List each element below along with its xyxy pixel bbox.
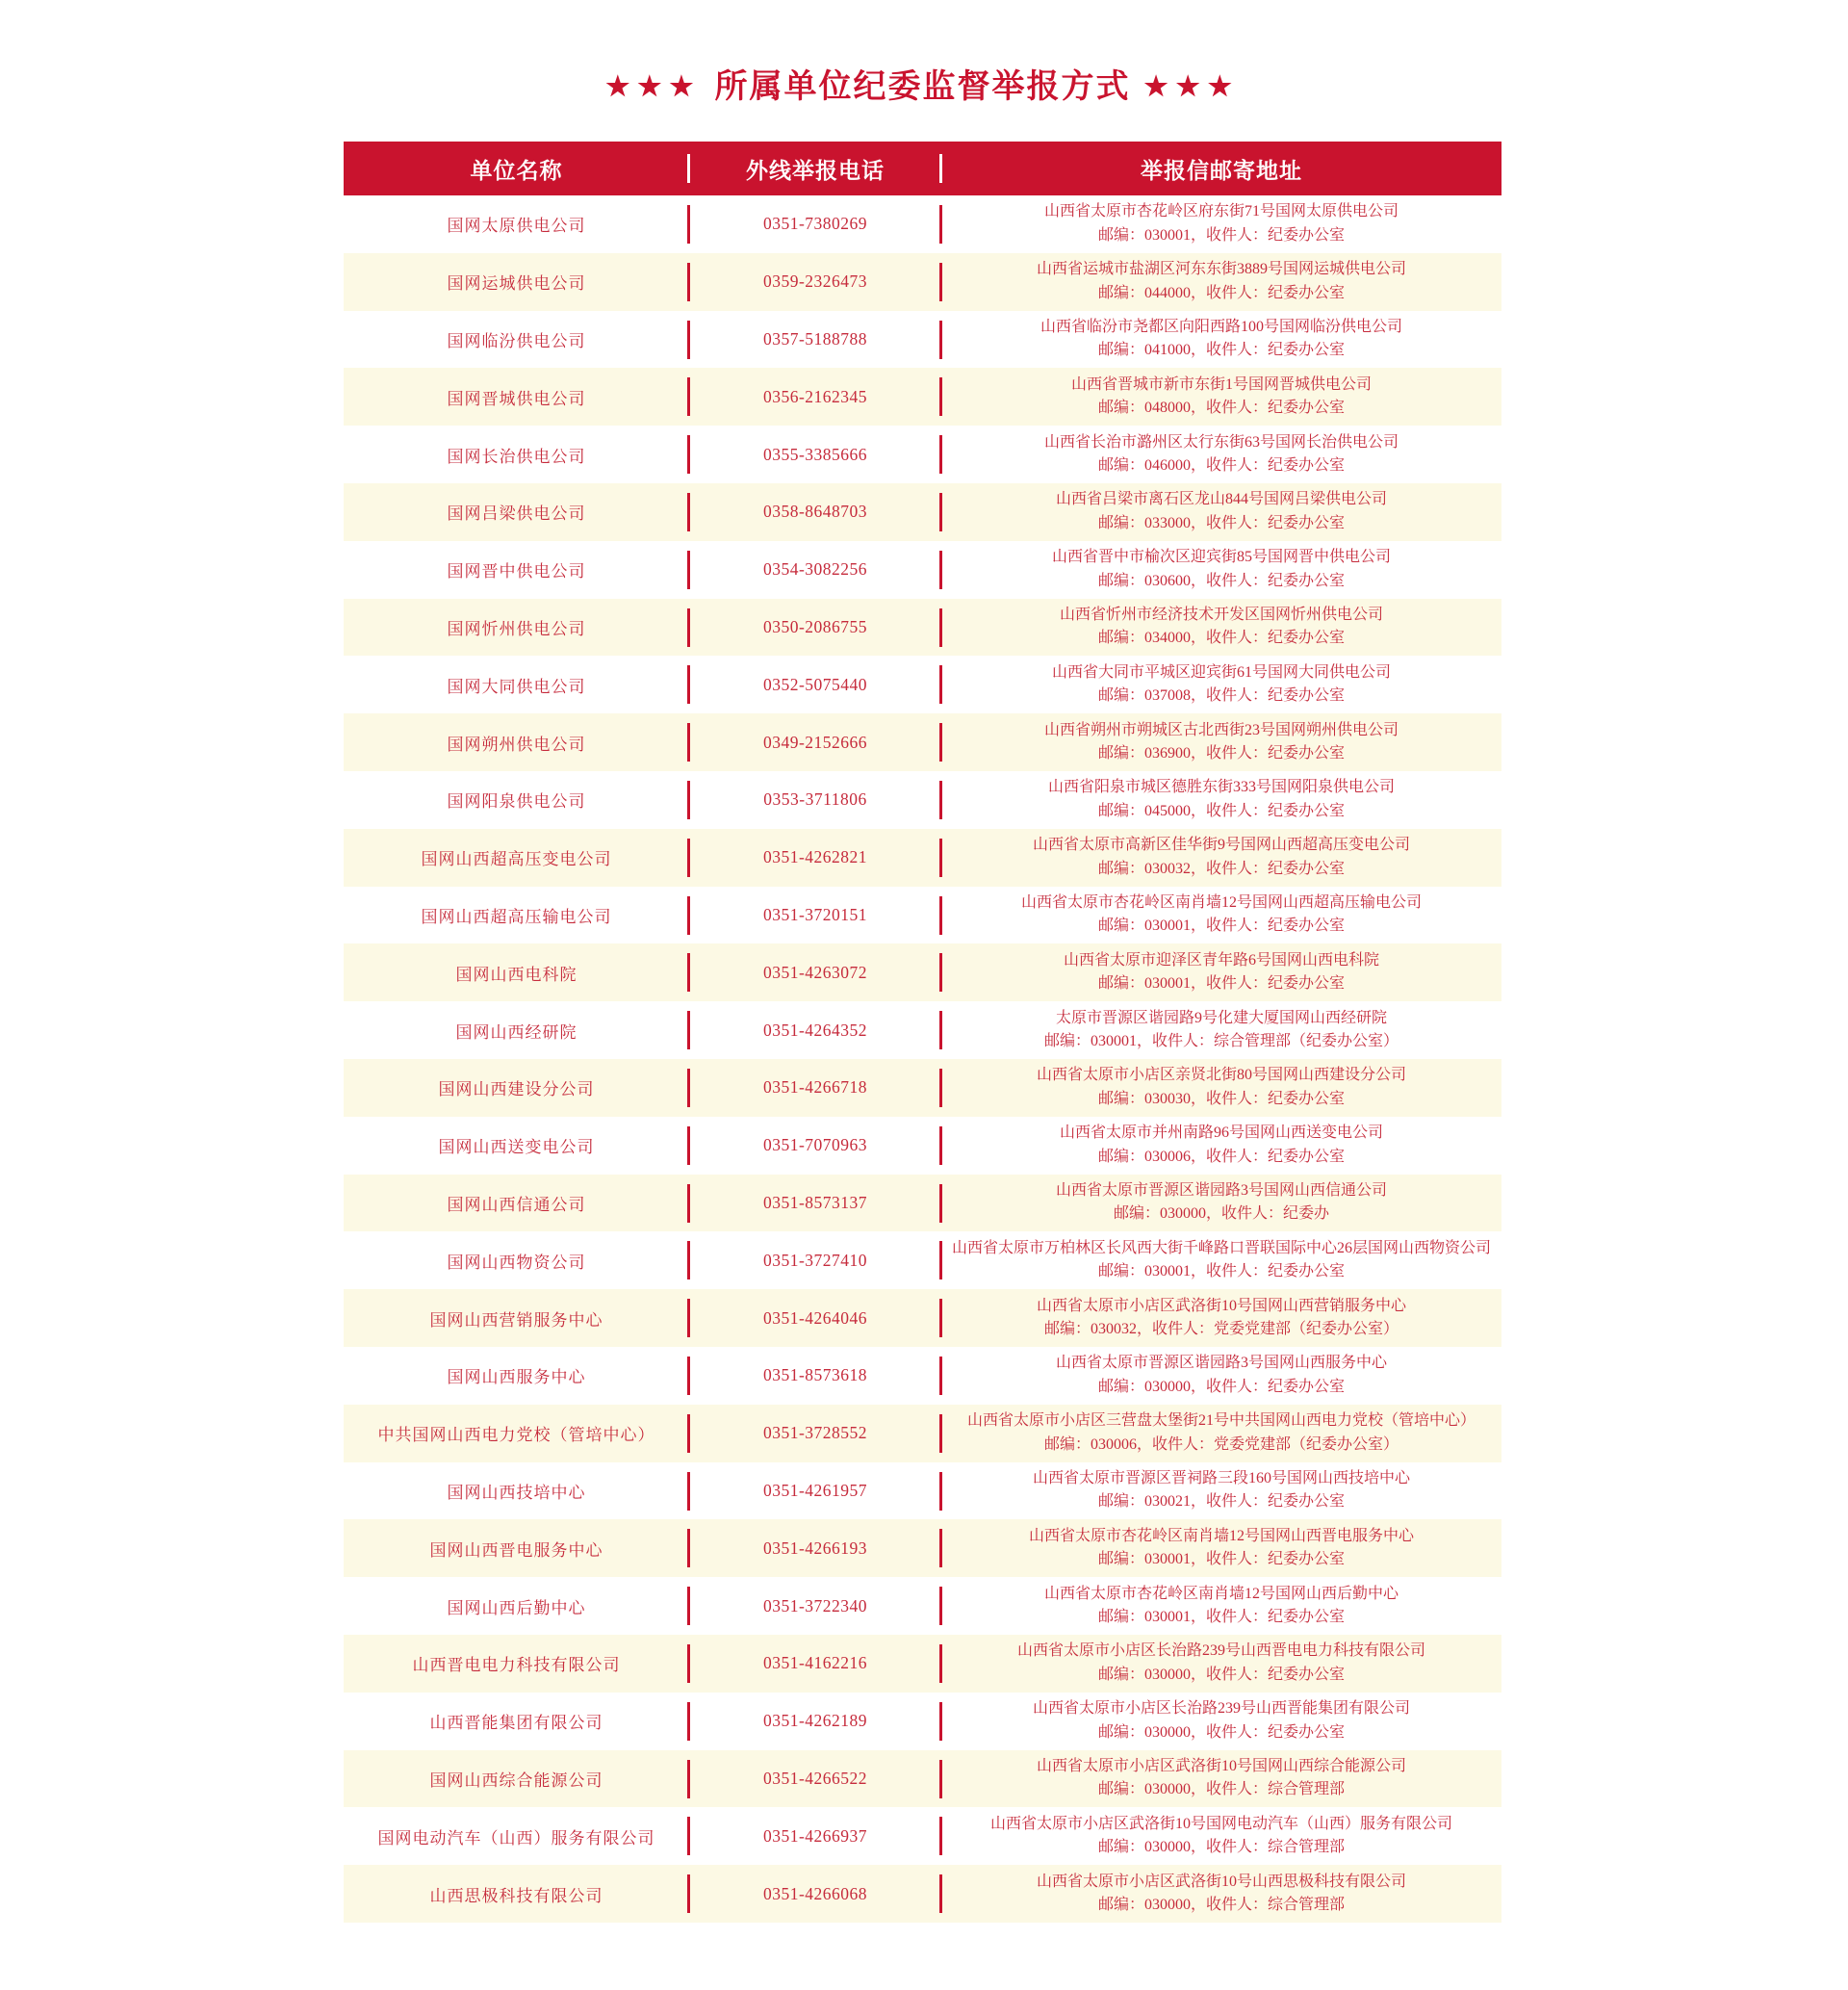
unit-name-cell: 国网山西送变电公司 xyxy=(438,1138,595,1157)
phone-cell: 0351-4266937 xyxy=(762,1825,868,1846)
unit-name-cell: 中共国网山西电力党校（管培中心） xyxy=(377,1426,655,1445)
address-line-2: 邮编：030000，收件人：纪委办公室 xyxy=(1097,1666,1345,1683)
phone-cell: 0350-2086755 xyxy=(762,616,868,636)
column-divider xyxy=(939,896,942,935)
column-divider xyxy=(687,263,690,301)
column-divider xyxy=(687,1529,690,1567)
column-divider xyxy=(687,1069,690,1107)
address-line-1: 山西省临汾市尧都区向阳西路100号国网临汾供电公司 xyxy=(1040,318,1402,335)
table-row xyxy=(344,1635,1502,1693)
column-divider xyxy=(939,205,942,244)
address-line-2: 邮编：030000，收件人：综合管理部 xyxy=(1097,1897,1345,1913)
unit-name-cell: 国网山西超高压变电公司 xyxy=(421,850,612,869)
phone-cell: 0351-4262821 xyxy=(762,847,868,867)
column-divider xyxy=(939,1069,942,1107)
unit-name-cell: 国网运城供电公司 xyxy=(447,274,586,294)
address-cell xyxy=(941,1007,1502,1054)
column-divider xyxy=(687,1011,690,1049)
column-divider xyxy=(939,781,942,819)
column-divider xyxy=(687,1357,690,1395)
unit-name-cell: 国网晋城供电公司 xyxy=(447,389,586,408)
phone-cell: 0351-4266718 xyxy=(762,1077,868,1098)
address-line-1: 山西省吕梁市离石区龙山844号国网吕梁供电公司 xyxy=(1055,491,1387,508)
phone-cell: 0355-3385666 xyxy=(762,444,868,464)
phone-cell: 0351-8573137 xyxy=(762,1192,868,1212)
table-header-row xyxy=(344,142,1502,195)
address-cell xyxy=(941,1871,1502,1918)
address-line-2: 邮编：033000，收件人：纪委办公室 xyxy=(1097,514,1345,531)
address-line-2: 邮编：030001，收件人：纪委办公室 xyxy=(1097,1609,1345,1626)
phone-cell: 0349-2152666 xyxy=(762,732,868,752)
column-divider xyxy=(687,1644,690,1683)
phone-cell: 0351-4266068 xyxy=(762,1883,868,1903)
column-divider xyxy=(687,896,690,935)
column-divider xyxy=(687,665,690,704)
address-line-2: 邮编：041000，收件人：纪委办公室 xyxy=(1097,342,1345,359)
column-divider xyxy=(939,839,942,877)
column-divider xyxy=(687,377,690,416)
table-row xyxy=(344,1001,1502,1059)
unit-name-cell: 国网阳泉供电公司 xyxy=(447,792,586,812)
address-cell xyxy=(941,1122,1502,1169)
address-line-1: 山西省太原市小店区武洛街10号国网山西综合能源公司 xyxy=(1036,1757,1406,1774)
table-row xyxy=(344,887,1502,944)
unit-name-cell: 山西晋电电力科技有限公司 xyxy=(412,1656,621,1675)
address-cell xyxy=(941,1813,1502,1860)
address-line-1: 山西省长治市潞州区太行东街63号国网长治供电公司 xyxy=(1043,433,1399,451)
column-divider xyxy=(687,1587,690,1625)
address-line-1: 山西省太原市小店区亲贤北街80号国网山西建设分公司 xyxy=(1036,1067,1406,1084)
address-cell xyxy=(941,1409,1502,1457)
table-row xyxy=(344,541,1502,599)
phone-cell: 0351-4262189 xyxy=(762,1711,868,1731)
column-divider xyxy=(939,1299,942,1337)
address-line-1: 山西省阳泉市城区德胜东街333号国网阳泉供电公司 xyxy=(1047,779,1395,796)
unit-name-cell: 国网山西技培中心 xyxy=(447,1483,586,1502)
unit-name-cell: 国网山西后勤中心 xyxy=(447,1598,586,1617)
phone-cell: 0356-2162345 xyxy=(762,386,868,406)
address-line-2: 邮编：036900，收件人：纪委办公室 xyxy=(1097,745,1345,762)
column-divider xyxy=(939,1011,942,1049)
column-divider xyxy=(939,377,942,416)
table-body xyxy=(344,195,1502,1923)
column-divider xyxy=(939,1126,942,1165)
address-line-2: 邮编：030001，收件人：纪委办公室 xyxy=(1097,917,1345,935)
address-line-1: 山西省晋中市榆次区迎宾街85号国网晋中供电公司 xyxy=(1051,549,1391,566)
address-line-1: 山西省太原市小店区三营盘太堡街21号中共国网山西电力党校（管培中心） xyxy=(966,1412,1476,1430)
unit-name-cell: 国网山西电科院 xyxy=(455,965,578,984)
column-divider xyxy=(687,1760,690,1798)
column-divider xyxy=(939,723,942,762)
column-divider xyxy=(939,551,942,589)
stars-left-icon: ★★★ xyxy=(605,71,702,101)
address-line-2: 邮编：030001，收件人：综合管理部（纪委办公室） xyxy=(1043,1033,1399,1050)
phone-cell: 0354-3082256 xyxy=(762,559,868,580)
address-cell xyxy=(941,1697,1502,1744)
table-row xyxy=(344,426,1502,483)
table-row xyxy=(344,1865,1502,1923)
column-divider xyxy=(939,1702,942,1741)
address-line-2: 邮编：030030，收件人：纪委办公室 xyxy=(1097,1090,1345,1107)
column-divider xyxy=(687,1414,690,1453)
address-line-1: 太原市晋源区谐园路9号化建大厦国网山西经研院 xyxy=(1055,1009,1387,1026)
address-line-1: 山西省太原市杏花岭区南肖墙12号国网山西后勤中心 xyxy=(1043,1585,1399,1602)
table-row xyxy=(344,1059,1502,1117)
table-row xyxy=(344,253,1502,311)
address-cell xyxy=(941,1525,1502,1572)
table-row xyxy=(344,1289,1502,1347)
phone-cell: 0359-2326473 xyxy=(762,271,868,292)
address-line-2: 邮编：030000，收件人：纪委办公室 xyxy=(1097,1378,1345,1395)
column-divider xyxy=(939,1184,942,1223)
phone-cell: 0353-3711806 xyxy=(763,789,867,810)
address-line-1: 山西省太原市小店区武洛街10号国网山西营销服务中心 xyxy=(1036,1297,1406,1314)
table-row xyxy=(344,1577,1502,1635)
stars-right-icon: ★★★ xyxy=(1143,71,1240,101)
unit-name-cell: 国网大同供电公司 xyxy=(447,677,586,696)
phone-cell: 0351-3722340 xyxy=(762,1595,868,1615)
column-divider xyxy=(939,1529,942,1567)
address-cell xyxy=(941,1583,1502,1630)
column-divider xyxy=(939,1472,942,1511)
address-cell xyxy=(941,949,1502,996)
address-cell xyxy=(941,892,1502,939)
unit-name-cell: 国网山西营销服务中心 xyxy=(429,1310,603,1330)
address-cell xyxy=(941,834,1502,881)
address-line-2: 邮编：030000，收件人：纪委办公室 xyxy=(1097,1723,1345,1741)
address-line-1: 山西省太原市小店区长治路239号山西晋能集团有限公司 xyxy=(1032,1700,1410,1718)
table-row xyxy=(344,1750,1502,1808)
column-divider xyxy=(687,1126,690,1165)
table-row xyxy=(344,1347,1502,1405)
address-line-1: 山西省运城市盐湖区河东东街3889号国网运城供电公司 xyxy=(1036,261,1406,278)
unit-name-cell: 国网临汾供电公司 xyxy=(447,331,586,350)
address-cell xyxy=(941,1352,1502,1399)
table-row xyxy=(344,1519,1502,1577)
address-line-2: 邮编：030032，收件人：纪委办公室 xyxy=(1097,860,1345,877)
address-cell xyxy=(941,719,1502,766)
phone-cell: 0351-4266193 xyxy=(762,1538,868,1558)
column-divider xyxy=(687,839,690,877)
table-row xyxy=(344,713,1502,771)
column-divider xyxy=(939,1414,942,1453)
unit-name-cell: 国网山西晋电服务中心 xyxy=(429,1540,603,1560)
table-row xyxy=(344,1231,1502,1289)
unit-name-cell: 国网太原供电公司 xyxy=(447,217,586,236)
column-divider xyxy=(687,435,690,474)
address-cell xyxy=(941,1179,1502,1227)
column-divider xyxy=(687,1817,690,1855)
table-row xyxy=(344,1175,1502,1232)
address-line-1: 山西省太原市晋源区晋祠路三段160号国网山西技培中心 xyxy=(1032,1469,1410,1486)
table-row xyxy=(344,195,1502,253)
address-line-1: 山西省太原市杏花岭区南肖墙12号国网山西超高压输电公司 xyxy=(1020,893,1422,911)
address-cell xyxy=(941,258,1502,305)
unit-name-cell: 国网吕梁供电公司 xyxy=(447,504,586,524)
column-divider xyxy=(687,205,690,244)
column-divider xyxy=(687,154,690,183)
phone-cell: 0351-4266522 xyxy=(762,1768,868,1788)
address-cell xyxy=(941,604,1502,651)
address-line-2: 邮编：030001，收件人：纪委办公室 xyxy=(1097,1263,1345,1280)
table-row xyxy=(344,1462,1502,1520)
address-line-1: 山西省大同市平城区迎宾街61号国网大同供电公司 xyxy=(1051,663,1391,681)
address-cell xyxy=(941,374,1502,421)
address-cell xyxy=(941,1295,1502,1342)
table-row xyxy=(344,1117,1502,1175)
report-contact-table xyxy=(344,142,1502,1923)
column-divider xyxy=(939,953,942,992)
address-line-2: 邮编：030006，收件人：党委党建部（纪委办公室） xyxy=(1043,1435,1399,1453)
address-line-1: 山西省太原市高新区佳华街9号国网山西超高压变电公司 xyxy=(1032,837,1410,854)
phone-cell: 0352-5075440 xyxy=(762,674,868,694)
column-divider xyxy=(939,435,942,474)
table-row xyxy=(344,829,1502,887)
table-row xyxy=(344,599,1502,657)
address-line-2: 邮编：034000，收件人：纪委办公室 xyxy=(1097,630,1345,647)
table-row xyxy=(344,656,1502,713)
unit-name-cell: 山西晋能集团有限公司 xyxy=(429,1714,603,1733)
address-line-2: 邮编：048000，收件人：纪委办公室 xyxy=(1097,400,1345,417)
column-divider xyxy=(939,608,942,647)
column-divider xyxy=(687,1299,690,1337)
table-row xyxy=(344,483,1502,541)
column-divider xyxy=(687,493,690,531)
column-divider xyxy=(939,665,942,704)
column-divider xyxy=(687,1241,690,1279)
page-title-text: 所属单位纪委监督举报方式 xyxy=(714,68,1131,105)
column-divider xyxy=(939,1817,942,1855)
unit-name-cell: 国网山西服务中心 xyxy=(447,1368,586,1387)
header-cell-phone: 外线举报电话 xyxy=(746,157,885,183)
column-divider xyxy=(687,953,690,992)
column-divider xyxy=(687,321,690,359)
phone-cell: 0351-3728552 xyxy=(762,1423,868,1443)
column-divider xyxy=(939,1587,942,1625)
address-cell xyxy=(941,661,1502,709)
unit-name-cell: 国网山西物资公司 xyxy=(447,1253,586,1272)
address-line-1: 山西省太原市晋源区谐园路3号国网山西信通公司 xyxy=(1055,1181,1387,1199)
address-line-2: 邮编：044000，收件人：纪委办公室 xyxy=(1097,284,1345,301)
address-line-1: 山西省太原市万柏林区长风西大街千峰路口晋联国际中心26层国网山西物资公司 xyxy=(951,1239,1491,1256)
header-cell-unit-name: 单位名称 xyxy=(470,157,563,183)
address-cell xyxy=(941,1467,1502,1514)
column-divider xyxy=(939,493,942,531)
column-divider xyxy=(939,154,942,183)
address-line-2: 邮编：030001，收件人：纪委办公室 xyxy=(1097,1551,1345,1568)
address-line-1: 山西省朔州市朔城区古北西街23号国网朔州供电公司 xyxy=(1043,721,1399,738)
address-cell xyxy=(941,1064,1502,1111)
unit-name-cell: 山西思极科技有限公司 xyxy=(429,1886,603,1905)
address-line-1: 山西省晋城市新市东街1号国网晋城供电公司 xyxy=(1070,375,1372,393)
column-divider xyxy=(687,1702,690,1741)
column-divider xyxy=(687,1472,690,1511)
table-row xyxy=(344,1693,1502,1750)
address-line-1: 山西省太原市小店区武洛街10号山西思极科技有限公司 xyxy=(1036,1873,1406,1890)
phone-cell: 0351-7380269 xyxy=(762,214,868,234)
address-line-1: 山西省太原市杏花岭区南肖墙12号国网山西晋电服务中心 xyxy=(1028,1527,1414,1544)
address-line-2: 邮编：030000，收件人：综合管理部 xyxy=(1097,1839,1345,1856)
address-cell xyxy=(941,776,1502,823)
address-cell xyxy=(941,1640,1502,1687)
address-line-2: 邮编：030006，收件人：纪委办公室 xyxy=(1097,1148,1345,1165)
phone-cell: 0351-4263072 xyxy=(762,962,868,982)
column-divider xyxy=(687,608,690,647)
address-line-2: 邮编：030600，收件人：纪委办公室 xyxy=(1097,572,1345,589)
column-divider xyxy=(687,781,690,819)
unit-name-cell: 国网长治供电公司 xyxy=(447,447,586,466)
address-cell xyxy=(941,200,1502,247)
address-line-2: 邮编：030001，收件人：纪委办公室 xyxy=(1097,975,1345,993)
column-divider xyxy=(939,1644,942,1683)
address-line-1: 山西省太原市并州南路96号国网山西送变电公司 xyxy=(1059,1124,1383,1142)
unit-name-cell: 国网山西信通公司 xyxy=(447,1195,586,1214)
address-line-1: 山西省太原市迎泽区青年路6号国网山西电科院 xyxy=(1063,951,1379,969)
column-divider xyxy=(939,1357,942,1395)
address-line-1: 山西省太原市晋源区谐园路3号国网山西服务中心 xyxy=(1055,1355,1387,1372)
table-row xyxy=(344,368,1502,426)
column-divider xyxy=(939,1874,942,1913)
unit-name-cell: 国网山西建设分公司 xyxy=(438,1080,595,1099)
address-line-1: 山西省太原市小店区武洛街10号国网电动汽车（山西）服务有限公司 xyxy=(989,1815,1452,1832)
column-divider xyxy=(939,321,942,359)
phone-cell: 0351-4162216 xyxy=(762,1653,868,1673)
header-cell-address: 举报信邮寄地址 xyxy=(1141,157,1302,183)
unit-name-cell: 国网山西超高压输电公司 xyxy=(421,907,612,926)
phone-cell: 0351-7070963 xyxy=(762,1135,868,1155)
address-line-2: 邮编：045000，收件人：纪委办公室 xyxy=(1097,802,1345,819)
address-line-2: 邮编：030032，收件人：党委党建部（纪委办公室） xyxy=(1043,1321,1399,1338)
address-line-1: 山西省太原市小店区长治路239号山西晋电电力科技有限公司 xyxy=(1016,1642,1425,1660)
column-divider xyxy=(687,723,690,762)
address-line-1: 山西省忻州市经济技术开发区国网忻州供电公司 xyxy=(1059,606,1383,623)
column-divider xyxy=(939,1241,942,1279)
phone-cell: 0351-4264046 xyxy=(762,1307,868,1328)
phone-cell: 0351-3727410 xyxy=(762,1250,868,1270)
address-cell xyxy=(941,1755,1502,1802)
column-divider xyxy=(939,263,942,301)
address-cell xyxy=(941,546,1502,593)
page-title xyxy=(344,60,1502,107)
unit-name-cell: 国网晋中供电公司 xyxy=(447,562,586,581)
phone-cell: 0357-5188788 xyxy=(762,328,868,349)
unit-name-cell: 国网山西综合能源公司 xyxy=(429,1770,603,1790)
unit-name-cell: 国网山西经研院 xyxy=(455,1022,578,1042)
address-cell xyxy=(941,1237,1502,1284)
address-line-2: 邮编：030000，收件人：纪委办 xyxy=(1113,1205,1329,1223)
address-line-2: 邮编：030021，收件人：纪委办公室 xyxy=(1097,1493,1345,1511)
unit-name-cell: 国网忻州供电公司 xyxy=(447,619,586,638)
table-row xyxy=(344,1807,1502,1865)
address-cell xyxy=(941,488,1502,535)
unit-name-cell: 国网朔州供电公司 xyxy=(447,735,586,754)
column-divider xyxy=(939,1760,942,1798)
address-line-2: 邮编：037008，收件人：纪委办公室 xyxy=(1097,687,1345,705)
column-divider xyxy=(687,551,690,589)
unit-name-cell: 国网电动汽车（山西）服务有限公司 xyxy=(377,1828,655,1848)
phone-cell: 0351-4261957 xyxy=(762,1480,868,1500)
address-line-1: 山西省太原市杏花岭区府东街71号国网太原供电公司 xyxy=(1043,203,1399,220)
address-cell xyxy=(941,431,1502,478)
address-line-2: 邮编：030000，收件人：综合管理部 xyxy=(1097,1781,1345,1798)
address-cell xyxy=(941,316,1502,363)
phone-cell: 0351-4264352 xyxy=(762,1020,868,1040)
column-divider xyxy=(687,1184,690,1223)
table-row xyxy=(344,943,1502,1001)
phone-cell: 0351-3720151 xyxy=(762,904,868,924)
table-row xyxy=(344,1405,1502,1462)
phone-cell: 0358-8648703 xyxy=(762,502,868,522)
address-line-2: 邮编：046000，收件人：纪委办公室 xyxy=(1097,457,1345,475)
column-divider xyxy=(687,1874,690,1913)
table-row xyxy=(344,771,1502,829)
table-row xyxy=(344,311,1502,369)
address-line-2: 邮编：030001，收件人：纪委办公室 xyxy=(1097,226,1345,244)
phone-cell: 0351-8573618 xyxy=(762,1365,868,1385)
